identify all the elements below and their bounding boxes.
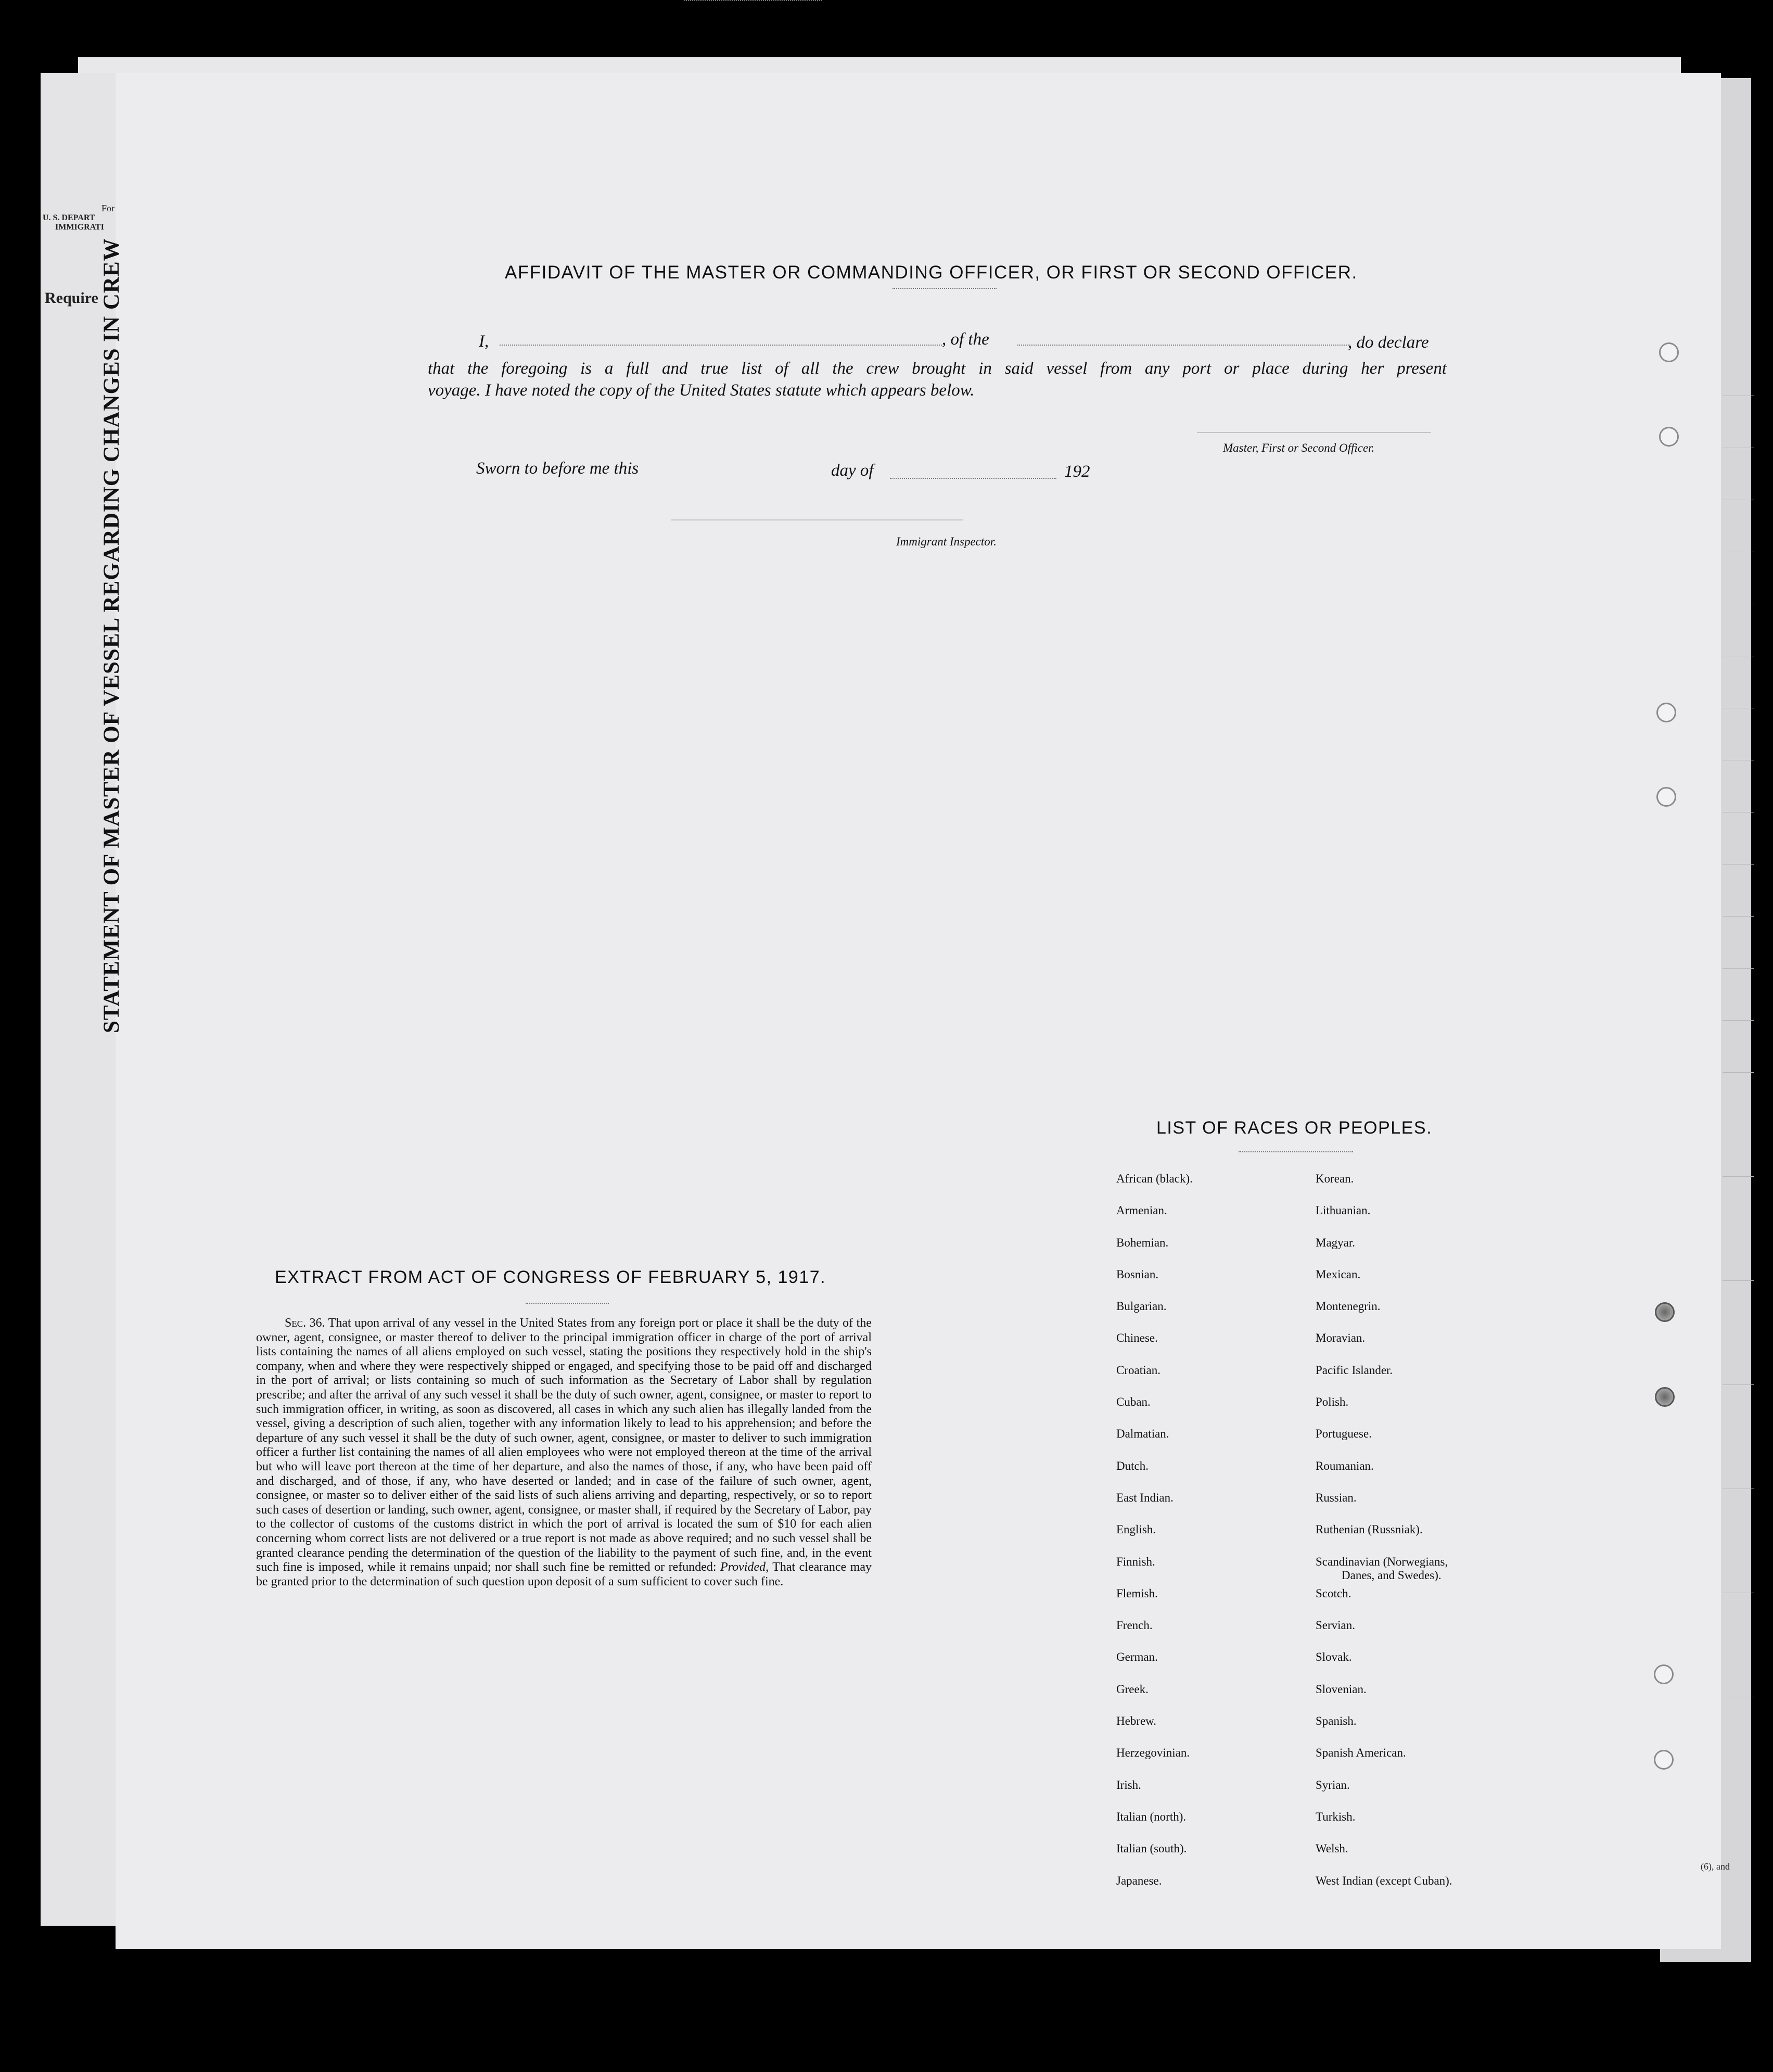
race-item: Servian. (1316, 1619, 1356, 1632)
form-dept-fragment (43, 213, 104, 232)
race-item: Russian. (1316, 1491, 1357, 1504)
race-item: Lithuanian. (1316, 1204, 1371, 1217)
extract-body (256, 1316, 872, 1589)
proviso-text: That clearance may be granted prior to the determination of such question upon deposit of a sum sufficient to cover such fine. (256, 1560, 872, 1588)
form-line: U. S. DEPART (43, 213, 95, 222)
affidavit-line2: that the foregoing is a full and true list of all the crew brought in said vessel from any port or place during her present (428, 359, 1447, 378)
race-item: Spanish. (1316, 1714, 1357, 1728)
form-line: For (101, 203, 114, 213)
edge-fragment: (6), and (1701, 1861, 1730, 1872)
form-header-fragment (83, 203, 114, 213)
section-label: Sec. 36. (285, 1316, 325, 1330)
race-item: Slovak. (1316, 1650, 1352, 1664)
race-item: Slovenian. (1316, 1682, 1367, 1696)
race-item: African (black). (1116, 1172, 1193, 1185)
sworn-prefix: Sworn to before me this (476, 459, 639, 478)
race-item: Magyar. (1316, 1236, 1356, 1249)
ruled-line (1723, 1020, 1754, 1021)
affidavit-line1-middle: , of the (942, 330, 989, 349)
punch-hole (1655, 1387, 1675, 1407)
race-item: Japanese. (1116, 1874, 1162, 1887)
ruled-line (1723, 916, 1754, 917)
sworn-day-blank[interactable] (684, 0, 822, 1)
affidavit-line1-suffix: , do declare (1348, 333, 1429, 352)
name-blank[interactable] (500, 345, 942, 346)
race-item: Montenegrin. (1316, 1300, 1381, 1313)
race-item: Bulgarian. (1116, 1300, 1167, 1313)
punch-hole (1656, 787, 1676, 807)
races-title: LIST OF RACES OR PEOPLES. (1156, 1118, 1433, 1138)
punch-hole (1654, 1664, 1674, 1684)
race-item: Spanish American. (1316, 1746, 1406, 1760)
race-item: Mexican. (1316, 1267, 1361, 1281)
races-left-column (1116, 1172, 1193, 1906)
race-item: Roumanian. (1316, 1459, 1374, 1472)
race-item: Korean. (1316, 1172, 1354, 1185)
race-item: West Indian (except Cuban). (1316, 1874, 1452, 1887)
race-item: Armenian. (1116, 1204, 1167, 1217)
race-item: East Indian. (1116, 1491, 1174, 1504)
race-item: Italian (south). (1116, 1842, 1187, 1855)
affidavit-line3: voyage. I have noted the copy of the United States statute which appears below. (428, 381, 975, 400)
race-item: Herzegovinian. (1116, 1746, 1190, 1760)
race-item: Hebrew. (1116, 1714, 1157, 1728)
punch-hole (1659, 427, 1679, 447)
race-item: Dutch. (1116, 1459, 1149, 1472)
form-line: IMMIGRATI (55, 223, 104, 232)
race-item: Italian (north). (1116, 1810, 1187, 1823)
race-item: Moravian. (1316, 1331, 1366, 1345)
affidavit-line1-prefix: I, (479, 332, 489, 351)
race-item: Syrian. (1316, 1778, 1350, 1791)
races-title-rule (1239, 1151, 1353, 1152)
race-item: Pacific Islander. (1316, 1363, 1393, 1377)
race-item: Ruthenian (Russniak). (1316, 1523, 1423, 1536)
vessel-blank[interactable] (1017, 345, 1350, 346)
ruled-line (1723, 864, 1754, 865)
race-item: Irish. (1116, 1778, 1141, 1791)
race-item: Portuguese. (1316, 1427, 1372, 1441)
punch-hole (1654, 1750, 1674, 1770)
sworn-month-blank[interactable] (890, 478, 1056, 479)
vertical-form-title: STATEMENT OF MASTER OF VESSEL REGARDING CHANGES IN CREW (99, 238, 124, 1033)
inspector-caption: Immigrant Inspector. (896, 535, 997, 548)
race-item: Cuban. (1116, 1395, 1151, 1409)
main-page (116, 73, 1721, 1949)
inspector-signature-line[interactable] (671, 519, 963, 520)
race-item: Greek. (1116, 1682, 1149, 1696)
officer-caption: Master, First or Second Officer. (1223, 441, 1375, 454)
punch-hole (1656, 703, 1676, 722)
require-label: Require (45, 289, 98, 307)
affidavit-title: AFFIDAVIT OF THE MASTER OR COMMANDING OFFICER, OR FIRST OR SECOND OFFICER. (505, 262, 1358, 283)
ruled-line (1723, 1072, 1754, 1073)
extract-title: EXTRACT FROM ACT OF CONGRESS OF FEBRUARY 5, 1917. (275, 1267, 826, 1287)
race-item: Bosnian. (1116, 1267, 1159, 1281)
race-item: Scandinavian (Norwegians, (1316, 1555, 1448, 1568)
title-rule (892, 288, 997, 289)
race-item: Turkish. (1316, 1810, 1356, 1823)
proviso-label: Provided, (720, 1560, 769, 1574)
officer-signature-line[interactable] (1197, 432, 1431, 433)
race-item: Polish. (1316, 1395, 1349, 1409)
race-item-scandinavian (1316, 1555, 1452, 1587)
race-item: Dalmatian. (1116, 1427, 1169, 1441)
race-item: French. (1116, 1619, 1153, 1632)
race-item: Scotch. (1316, 1586, 1351, 1600)
race-item: Welsh. (1316, 1842, 1348, 1855)
race-item: English. (1116, 1523, 1156, 1536)
section-text: That upon arrival of any vessel in the United States from any foreign port or place it shall be the duty of the owner, agent, consignee, or master thereof to deliver to the principal immigration officer in charge of the port of arrival lists containing the names of all aliens employed on such vessel, stating the positions they respectively hold in the ship's company, when and where they were respectively shipped or engaged, and specifying those to be paid off and discharged in the port of arrival; or lists containing so much of such information as the Secretary of Labor shall by regulation prescribe; and after the arrival of any such vessel it shall be the duty of such owner, agent, consignee, or master to report to such immigration officer, in writing, as soon as discovered, all cases in which any such alien has illegally landed from the vessel, giving a description of such alien, together with any information likely to lead to his apprehension; and before the departure of any such vessel it shall be the duty of such owner, agent, consignee, or master to deliver to such immigration officer a further list containing the names of all alien employees who were not employed thereon at the time of the arrival but who will leave port thereon at the time of her departure, and also the names of those, if any, who have been paid off and discharged, and of those, if any, who have deserted or landed; and in case of the failure of such owner, agent, consignee, or master so to deliver either of the said lists of such aliens arriving and departing, respectively, or so to report such cases of desertion or landing, such owner, agent, consignee, or master shall, if required by the Secretary of Labor, pay to the collector of customs of the customs district in which the port of arrival is located the sum of $10 for each alien concerning whom correct lists are not delivered or a true report is not made as above required; and no such vessel shall be granted clearance pending the determination of the question of the liability to the payment of such fine, and, in the event such fine is imposed, while it remains unpaid; nor shall such fine be remitted or refunded: (256, 1316, 872, 1574)
race-item: German. (1116, 1650, 1158, 1664)
sworn-year: 192 (1064, 462, 1090, 481)
ruled-line (1723, 1176, 1754, 1177)
punch-hole (1659, 342, 1679, 362)
ruled-line (1723, 968, 1754, 969)
sworn-day-label: day of (831, 461, 874, 480)
race-item: Bohemian. (1116, 1236, 1169, 1249)
race-item: Flemish. (1116, 1586, 1158, 1600)
race-item-continuation: Danes, and Swedes). (1342, 1568, 1442, 1582)
ruled-line (1723, 1384, 1754, 1385)
ruled-line (1723, 1280, 1754, 1281)
punch-hole (1655, 1302, 1675, 1322)
races-right-column (1316, 1172, 1452, 1906)
race-item: Chinese. (1116, 1331, 1158, 1345)
race-item: Finnish. (1116, 1555, 1155, 1568)
race-item: Croatian. (1116, 1363, 1160, 1377)
extract-title-rule (526, 1303, 609, 1304)
